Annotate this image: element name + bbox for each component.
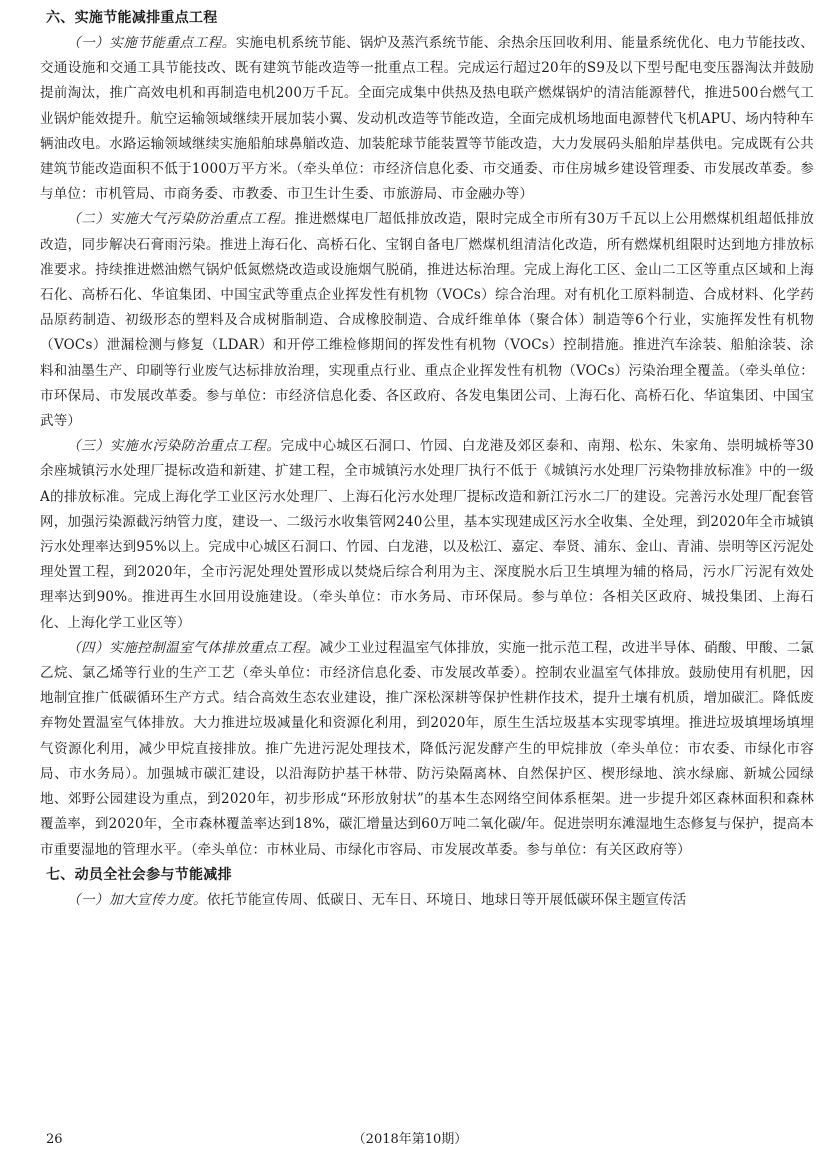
section-6-paragraph-2: [40, 207, 814, 434]
page-number: 26: [46, 1132, 63, 1147]
paragraph-body: 实施电机系统节能、锅炉及蒸汽系统节能、余热余压回收利用、能量系统优化、电力节能技改、交通设施和交通工具节能技改、既有建筑节能改造等一批重点工程。完成运行超过20年的S9及以下型号配电变压器淘汰并鼓励提前淘汰，推广高效电机和再制造电机200万千瓦。全面完成集中供热及热电联产燃煤锅炉的清洁能源替代，推进500台燃气工业锅炉能效提升。航空运输领域继续开展加装小翼、发动机改造等节能改造，全面完成机场地面电源替代飞机APU、场内特种车辆油改电。水路运输领域继续实施船舶球鼻艏改造、加装舵球节能装置等节能改造，大力发展码头船舶岸基供电。完成既有公共建筑节能改造面积不低于1000万平方米。（牵头单位：市经济信息化委、市交通委、市住房城乡建设管理委、市发展改革委。参与单位：市机管局、市商务委、市教委、市卫生计生委、市旅游局、市金融办等）: [40, 35, 815, 203]
section-6-paragraph-3: [40, 434, 814, 636]
paragraph-body: 推进燃煤电厂超低排放改造，限时完成全市所有30万千瓦以上公用燃煤机组超低排放改造，同步解决石膏雨污染。推进上海石化、高桥石化、宝钢自备电厂燃煤机组清洁化改造，所有燃煤机组限时达到地方排放标准要求。持续推进燃油燃气锅炉低氮燃烧改造或设施烟气脱硝，推进达标治理。完成上海化工区、金山二工区等重点区域和上海石化、高桥石化、华谊集团、中国宝武等重点企业挥发性有机物（VOCs）综合治理。对有机化工原料制造、合成材料、化学药品原药制造、初级形态的塑料及合成树脂制造、合成橡胶制造、合成纤维单体（聚合体）制造等6个行业，实施挥发性有机物（VOCs）泄漏检测与修复（LDAR）和开停工维检修期间的挥发性有机物（VOCs）控制措施。推进汽车涂装、船舶涂装、涂料和油墨生产、印刷等行业废气达标排放治理，实现重点行业、重点企业挥发性有机物（VOCs）污染治理全覆盖。（牵头单位：市环保局、市发展改革委。参与单位：市经济信息化委、各区政府、各发电集团公司、上海石化、高桥石化、华谊集团、中国宝武等）: [40, 211, 815, 430]
section-6-paragraph-4: [40, 636, 814, 863]
section-7-paragraph-1: [40, 888, 814, 913]
section-7-heading: 七、动员全社会参与节能减排: [46, 866, 232, 883]
section-6-heading: 六、实施节能减排重点工程: [46, 10, 218, 26]
paragraph-body: 依托节能宣传周、低碳日、无车日、环境日、地球日等开展低碳环保主题宣传活: [207, 891, 687, 908]
paragraph-lead: （三）实施水污染防治重点工程。: [67, 438, 281, 455]
paragraph-lead: （一）实施节能重点工程。: [67, 35, 236, 51]
document-body: [40, 6, 814, 913]
paragraph-body: 完成中心城区石洞口、竹园、白龙港及郊区泰和、南翔、松东、朱家角、崇明城桥等30余座城镇污水处理厂提标改造和新建、扩建工程，全市城镇污水处理厂执行不低于《城镇污水处理厂污染物排放标准》中的一级A的排放标准。完成上海化学工业区污水处理厂、上海石化污水处理厂提标改造和新江污水二厂的建设。完善污水处理厂配套管网，加强污染源截污纳管力度，建设一、二级污水收集管网240公里，基本实现建成区污水全收集、全处理，到2020年全市城镇污水处理率达到95%以上。完成中心城区石洞口、竹园、白龙港，以及松江、嘉定、奉贤、浦东、金山、青浦、崇明等区污泥处理处置工程，到2020年，全市污泥处理处置形成以焚烧后综合利用为主、深度脱水后卫生填埋为辅的格局，污水厂污泥有效处理率达到90%。推进再生水回用设施建设。（牵头单位：市水务局、市环保局。参与单位：各相关区政府、城投集团、上海石化、上海化学工业区等）: [40, 438, 815, 631]
issue-label: （2018年第10期）: [352, 1132, 468, 1147]
paragraph-lead: （四）实施控制温室气体排放重点工程。: [67, 639, 320, 656]
paragraph-lead: （二）实施大气污染防治重点工程。: [67, 211, 295, 228]
paragraph-lead: （一）加大宣传力度。: [67, 891, 207, 908]
paragraph-body: 减少工业过程温室气体排放，实施一批示范工程，改进半导体、硝酸、甲酸、二氯乙烷、氯乙烯等行业的生产工艺（牵头单位：市经济信息化委、市发展改革委）。控制农业温室气体排放。鼓励使用有机肥，因地制宜推广低碳循环生产方式。结合高效生态农业建设，推广深松深耕等保护性耕作技术，提升土壤有机质，增加碳汇。降低废弃物处置温室气体排放。大力推进垃圾减量化和资源化利用，到2020年，原生生活垃圾基本实现零填埋。推进垃圾填埋场填埋气资源化利用，减少甲烷直接排放。推广先进污泥处理技术，降低污泥发酵产生的甲烷排放（牵头单位：市农委、市绿化市容局、市水务局）。加强城市碳汇建设，以沿海防护基干林带、防污染隔离林、自然保护区、楔形绿地、滨水绿廊、新城公园绿地、郊野公园建设为重点，到2020年，初步形成“环形放射状”的基本生态网络空间体系框架。进一步提升郊区森林面积和森林覆盖率，到2020年，全市森林覆盖率达到18%，碳汇增量达到60万吨二氧化碳/年。促进崇明东滩湿地生态修复与保护，提高本市重要湿地的管理水平。（牵头单位：市林业局、市绿化市容局、市发展改革委。参与单位：有关区政府等）: [40, 639, 815, 858]
section-6-paragraph-1: [40, 31, 814, 207]
